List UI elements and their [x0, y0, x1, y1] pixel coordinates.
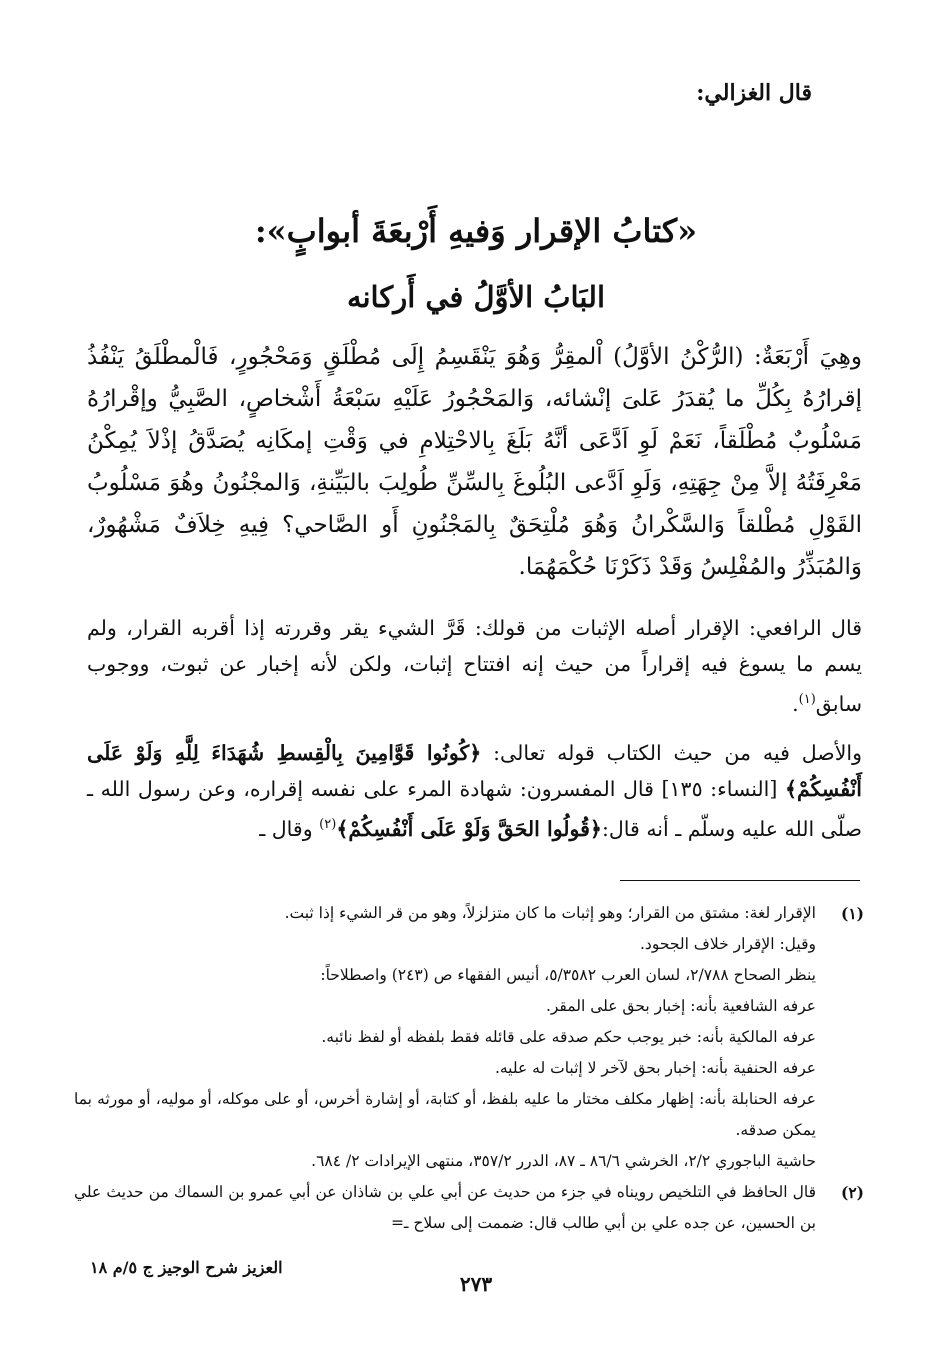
book-code: العزيز شرح الوجيز ج ٥/م ١٨ — [90, 1258, 283, 1277]
footnote-1 — [74, 898, 864, 1177]
speaker-heading: قال الغزالي: — [696, 80, 812, 106]
main-text: وهِيَ أَرْبَعَةٌ: (الرُّكْنُ الأوَّلُ) اْلمقِرُّ وَهُوَ يَنْقَسِمُ إِلَى مُطْلَقٍ وَمَحْجُورٍ، فَالْمطْلَقُ يَنْفُذُ إقرارُهُ بِكُلِّ ما يُقدَرُ عَلىَ إنْشائه، وَالمَحْجُورُ عَلَيْهِ سَبْعَةُ أَشْخاصٍ، الصَّبِيُّ وإقْرارُهُ مَسْلُوبٌ مُطْلَقاً، نَعَمْ لَوِ اَدَّعَى أنَّهُ بَلَغَ بِالاحْتِلامِ في وَقْتِ إمكَانِه يُصَدَّقُ إذْلاَ يُمِكْنُ مَعْرِفَتُهُ إلاَّ مِنْ جِهَتِهِ، وَلَوِ اَدَّعى البُلُوغَ بِالسِّنِّ طُولِبَ بالبَيِّنةِ، وَالمجْنُونُ وهُوَ مَسْلُوبُ القَوْلِ مُطْلقاً وَالسَّكْرانُ وَهُوَ مُلْتِحَقٌ بِالمَجْنُونِ أَو الصَّاحي؟ فِيهِ خِلاَفٌ مَشْهُورٌ، وَالمُبَذِّرُ والمُفْلِسُ وَقَدْ ذَكَرْنَا حُكْمَهُمَا. — [87, 344, 862, 580]
footnote-line: عرفه المالكية بأنه: خبر يوجب حكم صدقه على قائله فقط بلفظه أو لفظ نائبه. — [321, 1028, 816, 1046]
footnote-ref-2[interactable]: (٢) — [319, 817, 337, 832]
footnote-line: ينظر الصحاح ٢/٧٨٨، لسان العرب ٥/٣٥٨٢، أنيس الفقهاء ص (٢٤٣) واصطلاحاً: — [320, 966, 816, 984]
commentary-end: . — [792, 691, 799, 716]
footnote-line: عرفه الحنابلة بأنه: إظهار مكلف مختار ما عليه بلفظ، أو كتابة، أو إشارة أخرس، أو على موكله، أو موليه، أو مورثه بما يمكن صدقه. — [74, 1090, 816, 1139]
footnote-divider — [620, 880, 860, 881]
evidence-middle: [النساء: ١٣٥] قال المفسرون: شهادة المرء على نفسه إقراره، وعن رسول الله ـ صلّى الله عليه وسلّم ـ أنه قال: — [87, 777, 862, 841]
commentary-text: قال الرافعي: الإقرار أصله الإثبات من قولك: قَرَّ الشيء يقر وقررته إذا أقربه القرار، ولم يسم ما يسوغ فيه إقراراً من حيث إنه افتتاح إثبات، ولكن لأنه إخبار عن ثبوت، ووجوب سابق — [87, 616, 862, 716]
footnote-line: عرفه الحنفية بأنه: إخبار بحق لآخر لا إثبات له عليه. — [494, 1059, 816, 1077]
evidence-paragraph — [87, 735, 862, 847]
footnote-line: قال الحافظ في التلخيص رويناه في جزء من حديث عن أبي علي بن شاذان عن أبي عمرو بن السماك من حديث علي بن الحسين، عن جده علي بن أبي طالب قال: ضممت إلى سلاح ـ= — [74, 1183, 816, 1232]
footnotes — [74, 898, 864, 1239]
footnote-ref-1[interactable]: (١) — [798, 692, 816, 707]
footnote-line: الإقرار لغة: مشتق من القرار؛ وهو إثبات ما كان متزلزلاً، وهو من قر الشيء إذا ثبت. — [284, 904, 816, 922]
footnote-number: (٢) — [840, 1183, 864, 1202]
footnote-body — [74, 898, 816, 1177]
commentary-paragraph — [87, 610, 862, 722]
footnote-body — [74, 1177, 816, 1239]
footnote-number: (١) — [840, 904, 864, 923]
hadith-quote: ﴿قُولُوا الحَقَّ وَلَوْ عَلَى أَنْفُسِكُمْ﴾ — [336, 816, 602, 841]
chapter-title: البَابُ الأوَّلُ في أَركانه — [346, 280, 606, 314]
evidence-tail: وقال ـ — [259, 816, 313, 841]
evidence-intro: والأصل فيه من حيث الكتاب قوله تعالى: — [493, 741, 862, 765]
footnote-line: حاشية الباجوري ٢/٢، الخرشي ٨٦/٦ ـ ٨٧، الدرر ٣٥٧/٢، منتهى الإيرادات ٢/ ٦٨٤. — [311, 1152, 816, 1170]
footnote-line: عرفه الشافعية بأنه: إخبار بحق على المقر. — [545, 997, 816, 1015]
footnote-2 — [74, 1177, 864, 1239]
page-number: ٢٧٣ — [459, 1272, 493, 1296]
book-title: «كتابُ الإقرار وَفيهِ أَرْبعَةَ أبوابٍ»: — [254, 212, 698, 250]
footnote-line: وقيل: الإقرار خلاف الجحود. — [640, 935, 816, 953]
quran-verse: ﴿كُونُوا قَوَّامِينَ بِالْقِسطِ شُهَدَاءَ لِلَّهِ وَلَوْ عَلَى أَنْفُسِكُمْ﴾ — [87, 741, 862, 801]
